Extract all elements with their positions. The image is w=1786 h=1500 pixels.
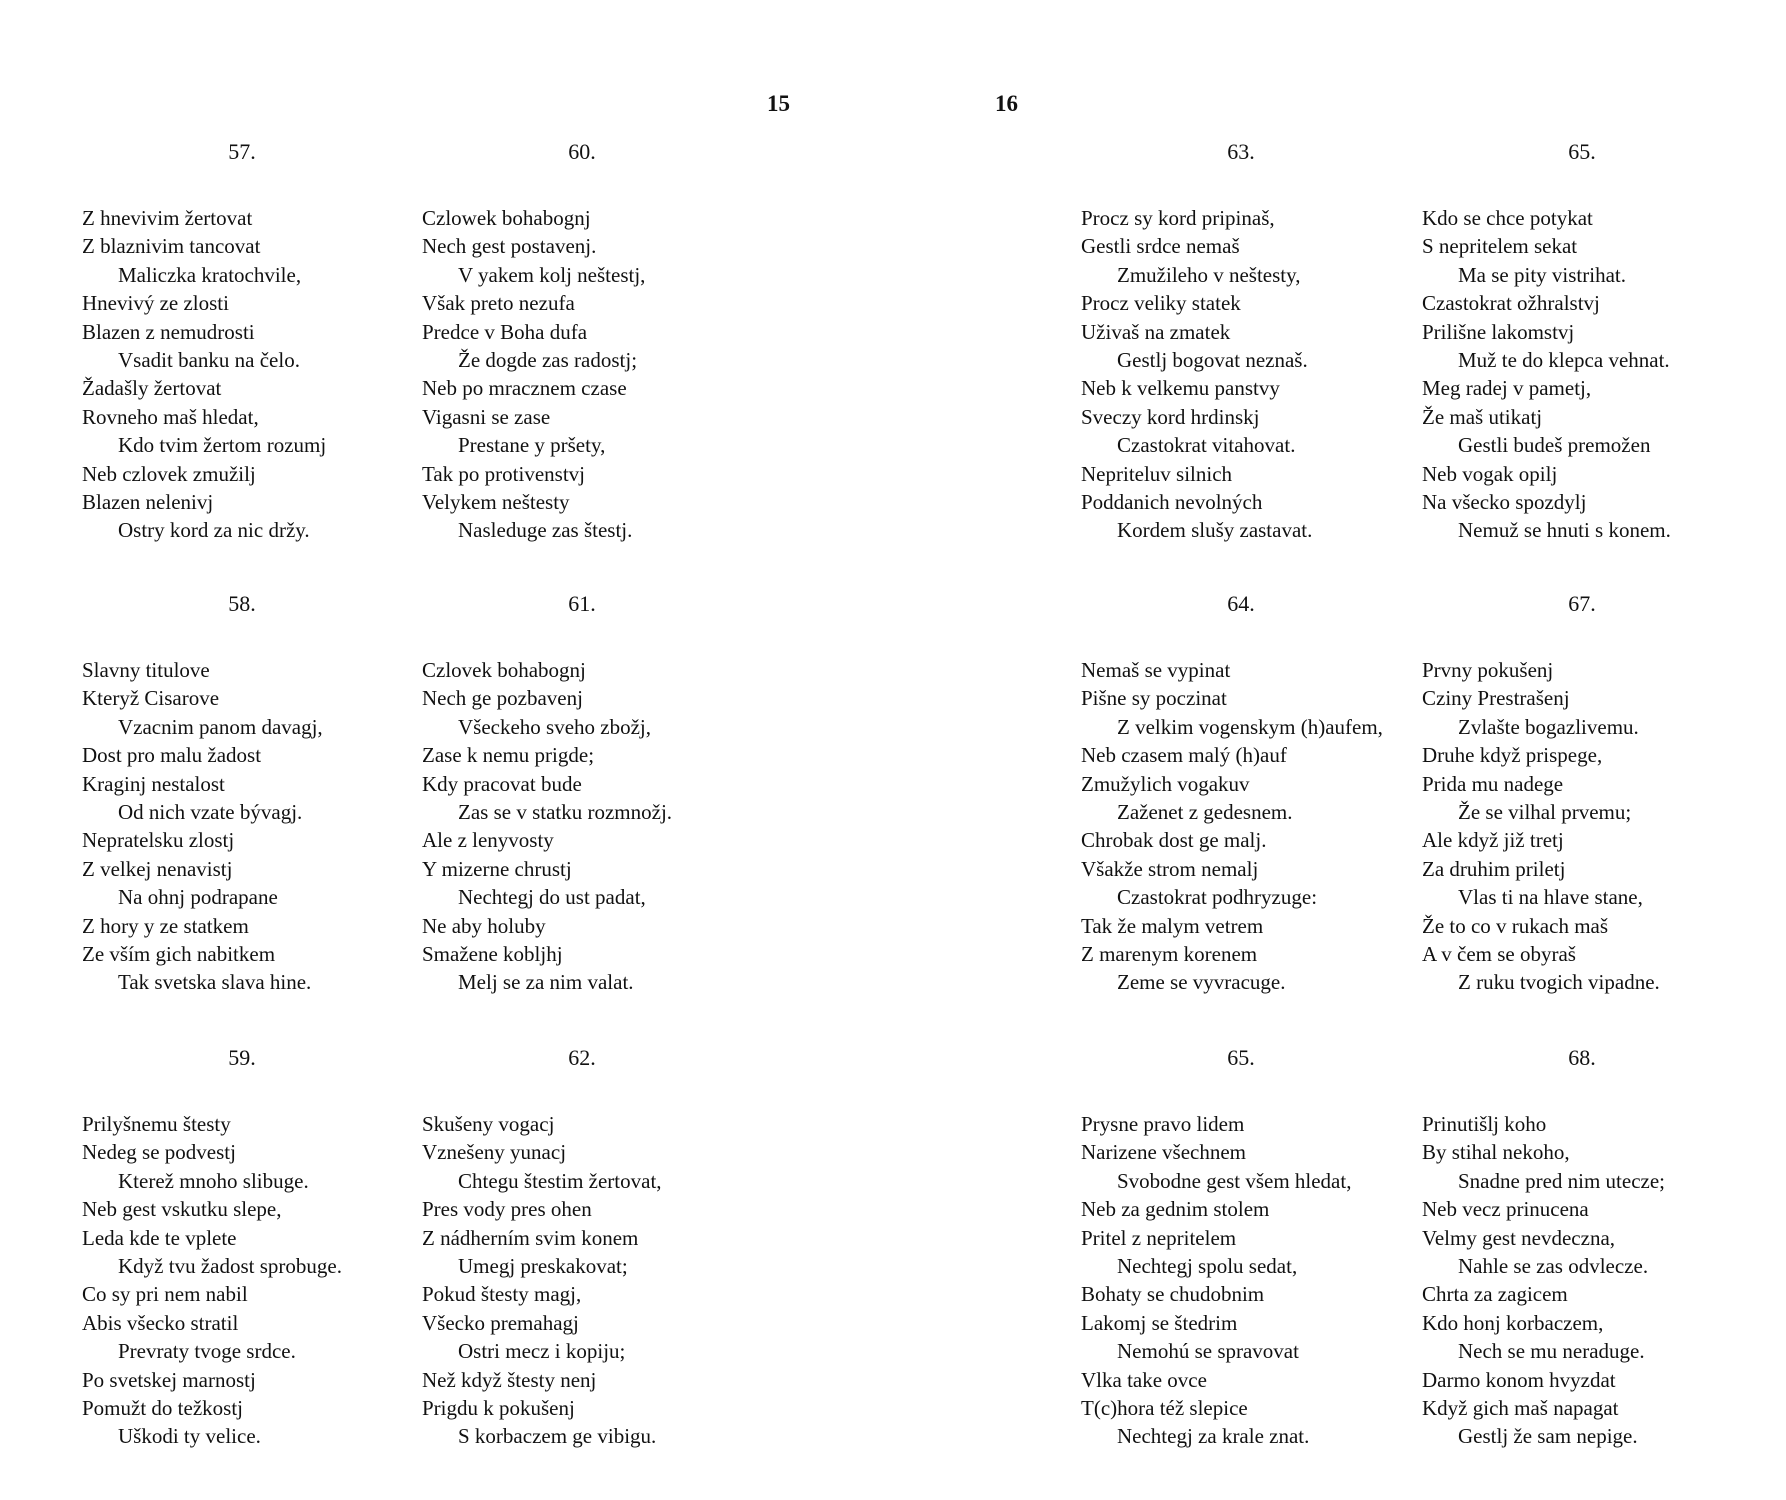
poem-line: Neb k velkemu panstvy (1081, 376, 1280, 401)
poem-line: Czastokrat podhryzuge: (1117, 885, 1318, 910)
poem-line: Prida mu nadege (1422, 771, 1564, 796)
poem-number: 68. (1568, 1045, 1596, 1070)
poem-line: Skušeny vogacj (422, 1112, 555, 1136)
poem-57 (82, 138, 402, 545)
poem-line: A v čem se obyraš (1422, 941, 1576, 966)
poem-line: Zeme se vyvracuge. (1117, 970, 1286, 995)
poem-line: Meg radej v pametj, (1422, 376, 1592, 401)
poem-line: Velykem neštesty (422, 489, 570, 514)
poem-number: 59. (228, 1045, 256, 1070)
poem-line: Kraginj nestalost (82, 771, 225, 796)
poem-65-b (1081, 1044, 1401, 1451)
poem-line: Prestane y pršety, (458, 433, 606, 458)
poem-line: Blazen nelenivj (82, 489, 214, 514)
poem-line: Nemuž se hnuti s konem. (1458, 518, 1671, 543)
poem-line: Kdo honj korbaczem, (1422, 1310, 1604, 1335)
poem-number: 64. (1227, 591, 1255, 616)
poem-line: Melj se za nim valat. (458, 970, 634, 995)
poem-line: Muž te do klepca vehnat. (1458, 347, 1670, 372)
poem-64 (1081, 590, 1401, 997)
poem-line: Za druhim priletj (1422, 856, 1566, 881)
poem-line: Procz veliky statek (1081, 291, 1241, 316)
poem-line: Czastokrat vitahovat. (1117, 433, 1296, 458)
poem-lines (82, 204, 402, 545)
poem-line: Zase k nemu prigde; (422, 743, 595, 768)
poem-line: By stihal nekoho, (1422, 1140, 1570, 1165)
poem-59 (82, 1044, 402, 1451)
poem-62 (422, 1044, 742, 1451)
poem-line: Procz sy kord pripinaš, (1081, 206, 1275, 230)
poem-line: Nahle se zas odvlecze. (1458, 1253, 1649, 1278)
poem-line: Ostri mecz i kopiju; (458, 1339, 626, 1364)
poem-line: Gestli srdce nemaš (1081, 234, 1240, 259)
poem-line: Blazen z nemudrosti (82, 319, 255, 344)
poem-line: Rovneho maš hledat, (82, 404, 259, 429)
poem-number: 57. (228, 139, 256, 164)
poem-line: Po svetskej marnostj (82, 1367, 256, 1392)
poem-line: Pritel z nepritelem (1081, 1225, 1237, 1250)
poem-line: Ale z lenyvosty (422, 828, 554, 853)
poem-lines (1081, 204, 1401, 545)
poem-number: 58. (228, 591, 256, 616)
poem-lines (1422, 204, 1742, 545)
poem-line: Gestli budeš premožen (1458, 433, 1651, 458)
poem-number: 63. (1227, 139, 1255, 164)
poem-line: T(c)hora též slepice (1081, 1395, 1248, 1420)
poem-line: Nech gest postavenj. (422, 234, 597, 259)
poem-line: Nemohú se spravovat (1117, 1339, 1299, 1364)
poem-line: Tak že malym vetrem (1081, 913, 1264, 938)
poem-line: Chrta za zagicem (1422, 1282, 1568, 1307)
page-number-right: 16 (995, 91, 1018, 116)
poem-line: Gestlj bogovat neznaš. (1117, 347, 1308, 372)
poem-line: Czlovek bohabognj (422, 658, 586, 682)
poem-line: Kdo tvim žertom rozumj (118, 433, 327, 458)
poem-line: Umegj preskakovat; (458, 1253, 628, 1278)
poem-line: Nechtegj spolu sedat, (1117, 1253, 1298, 1278)
poem-line: Co sy pri nem nabil (82, 1282, 248, 1307)
poem-lines (1081, 1110, 1401, 1451)
poem-line: Vigasni se zase (422, 404, 551, 429)
poem-line: Tak svetska slava hine. (118, 970, 312, 995)
poem-number: 67. (1568, 591, 1596, 616)
poem-68 (1422, 1044, 1742, 1451)
poem-line: Uživaš na zmatek (1081, 319, 1231, 344)
poem-line: Pres vody pres ohen (422, 1197, 592, 1222)
poem-line: Narizene všechnem (1081, 1140, 1246, 1165)
poem-61 (422, 590, 742, 997)
poem-line: Pomužt do težkostj (82, 1395, 243, 1420)
poem-line: Z nádherním svim konem (422, 1225, 639, 1250)
poem-line: Nechtegj do ust padat, (458, 885, 646, 910)
poem-line: Neb czlovek zmužilj (82, 461, 256, 486)
poem-line: Z hnevivim žertovat (82, 206, 253, 230)
poem-line: Než když štesty nenj (422, 1367, 597, 1392)
poem-line: Kordem slušy zastavat. (1117, 518, 1313, 543)
poem-line: Kterež mnoho slibuge. (118, 1168, 309, 1193)
poem-line: Nedeg se podvestj (82, 1140, 236, 1165)
poem-lines (1081, 656, 1401, 997)
poem-line: Chtegu štestim žertovat, (458, 1168, 662, 1193)
poem-line: Gestlj že sam nepige. (1458, 1424, 1638, 1449)
poem-line: Sveczy kord hrdinskj (1081, 404, 1260, 429)
page-number-left: 15 (767, 91, 790, 116)
poem-58 (82, 590, 402, 997)
poem-line: Že to co v rukach maš (1422, 913, 1609, 938)
poem-line: Žadašly žertovat (82, 376, 222, 401)
poem-line: Z velkej nenavistj (82, 856, 233, 881)
poem-line: Czastokrat ožhralstvj (1422, 291, 1600, 316)
poem-line: Pišne sy poczinat (1081, 686, 1227, 711)
poem-line: Vzacnim panom davagj, (118, 714, 323, 739)
poem-line: Že maš utikatj (1422, 404, 1543, 429)
poem-line: Zaženet z gedesnem. (1117, 799, 1293, 824)
poem-line: Leda kde te vplete (82, 1225, 237, 1250)
poem-line: Neb po mracznem czase (422, 376, 627, 401)
poem-line: Na ohnj podrapane (118, 885, 278, 910)
poem-line: Vlas ti na hlave stane, (1458, 885, 1643, 910)
poem-lines (1422, 1110, 1742, 1451)
poem-line: Když tvu žadost sprobuge. (118, 1253, 342, 1278)
poem-line: Nasleduge zas štestj. (458, 518, 633, 543)
poem-line: Kteryž Cisarove (82, 686, 220, 711)
poem-line: Však preto nezufa (422, 291, 575, 316)
poem-line: Slavny titulove (82, 658, 210, 682)
poem-line: Z ruku tvogich vipadne. (1458, 970, 1660, 995)
poem-line: Smažene kobljhj (422, 941, 563, 966)
poem-line: Pokud štesty magj, (422, 1282, 582, 1307)
poem-line: Z velkim vogenskym (h)aufem, (1117, 714, 1383, 739)
poem-number: 61. (568, 591, 596, 616)
poem-line: Velmy gest nevdeczna, (1422, 1225, 1616, 1250)
poem-line: Prilišne lakomstvj (1422, 319, 1575, 344)
poem-line: Všecko premahagj (422, 1310, 579, 1335)
poem-line: Ne aby holuby (422, 913, 546, 938)
poem-line: Z hory y ze statkem (82, 913, 249, 938)
poem-line: Ostry kord za nic držy. (118, 518, 310, 543)
poem-line: Z marenym korenem (1081, 941, 1258, 966)
poem-63 (1081, 138, 1401, 545)
poem-line: Uškodi ty velice. (118, 1424, 261, 1449)
poem-line: Zas se v statku rozmnožj. (458, 799, 673, 824)
poem-line: Prilyšnemu štesty (82, 1112, 231, 1136)
poem-line: Zmužileho v neštesty, (1117, 262, 1301, 287)
poem-line: Dost pro malu žadost (82, 743, 262, 768)
poem-line: Ze vším gich nabitkem (82, 941, 276, 966)
poem-line: Maliczka kratochvile, (118, 262, 302, 287)
poem-line: Prysne pravo lidem (1081, 1112, 1245, 1136)
poem-line: Nech se mu neraduge. (1458, 1339, 1645, 1364)
poem-line: Vznešeny yunacj (422, 1140, 567, 1165)
poem-line: Darmo konom hvyzdat (1422, 1367, 1616, 1392)
poem-line: Že dogde zas radostj; (458, 347, 638, 372)
poem-line: Prigdu k pokušenj (422, 1395, 575, 1420)
poem-line: Nech ge pozbavenj (422, 686, 583, 711)
poem-line: Z blaznivim tancovat (82, 234, 261, 259)
poem-lines (1422, 656, 1742, 997)
poem-60 (422, 138, 742, 545)
poem-line: Nepriteluv silnich (1081, 461, 1233, 486)
poem-line: Bohaty se chudobnim (1081, 1282, 1265, 1307)
poem-line: Snadne pred nim utecze; (1458, 1168, 1666, 1193)
poem-line: Prvny pokušenj (1422, 658, 1554, 682)
poem-line: Tak po protivenstvj (422, 461, 586, 486)
poem-lines (82, 1110, 402, 1451)
poem-line: Zvlašte bogazlivemu. (1458, 714, 1639, 739)
poem-line: Hnevivý ze zlosti (82, 291, 229, 316)
poem-line: Poddanich nevolných (1081, 489, 1263, 514)
poem-line: Svobodne gest všem hledat, (1117, 1168, 1352, 1193)
poem-line: Neb gest vskutku slepe, (82, 1197, 282, 1222)
poem-lines (422, 204, 742, 545)
poem-line: Lakomj se štedrim (1081, 1310, 1238, 1335)
poem-lines (82, 656, 402, 997)
poem-line: Vsadit banku na čelo. (118, 347, 300, 372)
poem-line: Neb za gednim stolem (1081, 1197, 1270, 1222)
poem-line: Vlka take ovce (1081, 1367, 1207, 1392)
poem-number: 62. (568, 1045, 596, 1070)
poem-line: Kdo se chce potykat (1422, 206, 1593, 230)
poem-67 (1422, 590, 1742, 997)
poem-line: Prevraty tvoge srdce. (118, 1339, 296, 1364)
poem-65-a (1422, 138, 1742, 545)
poem-line: Zmužylich vogakuv (1081, 771, 1250, 796)
poem-lines (422, 1110, 742, 1451)
poem-number: 65. (1568, 139, 1596, 164)
poem-line: Nepratelsku zlostj (82, 828, 235, 853)
poem-lines (422, 656, 742, 997)
poem-line: Predce v Boha dufa (422, 319, 588, 344)
poem-line: Druhe když prispege, (1422, 743, 1603, 768)
poem-line: Abis všecko stratil (82, 1310, 239, 1335)
poem-line: Neb czasem malý (h)auf (1081, 743, 1287, 768)
poem-line: Cziny Prestrašenj (1422, 686, 1570, 711)
poem-line: Chrobak dost ge malj. (1081, 828, 1267, 853)
poem-number: 65. (1227, 1045, 1255, 1070)
poem-line: Ma se pity vistrihat. (1458, 262, 1626, 287)
poem-number: 60. (568, 139, 596, 164)
poem-line: Všeckeho sveho zbožj, (458, 714, 652, 739)
poem-line: Všakže strom nemalj (1081, 856, 1259, 881)
poem-line: Od nich vzate bývagj. (118, 799, 303, 824)
poem-line: S nepritelem sekat (1422, 234, 1578, 259)
poem-line: Nechtegj za krale znat. (1117, 1424, 1310, 1449)
poem-line: Když gich maš napagat (1422, 1395, 1619, 1420)
poem-line: Y mizerne chrustj (422, 856, 572, 881)
poem-line: Prinutišlj koho (1422, 1112, 1547, 1136)
poem-line: V yakem kolj neštestj, (458, 262, 646, 287)
poem-line: Czlowek bohabognj (422, 206, 591, 230)
poem-line: Kdy pracovat bude (422, 771, 582, 796)
poem-line: Ale když již tretj (1422, 828, 1564, 853)
poem-line: S korbaczem ge vibigu. (458, 1424, 657, 1449)
poem-line: Nemaš se vypinat (1081, 658, 1231, 682)
poem-line: Že se vilhal prvemu; (1458, 799, 1632, 824)
poem-line: Na všecko spozdylj (1422, 489, 1587, 514)
poem-line: Neb vecz prinucena (1422, 1197, 1589, 1222)
poem-line: Neb vogak opilj (1422, 461, 1558, 486)
